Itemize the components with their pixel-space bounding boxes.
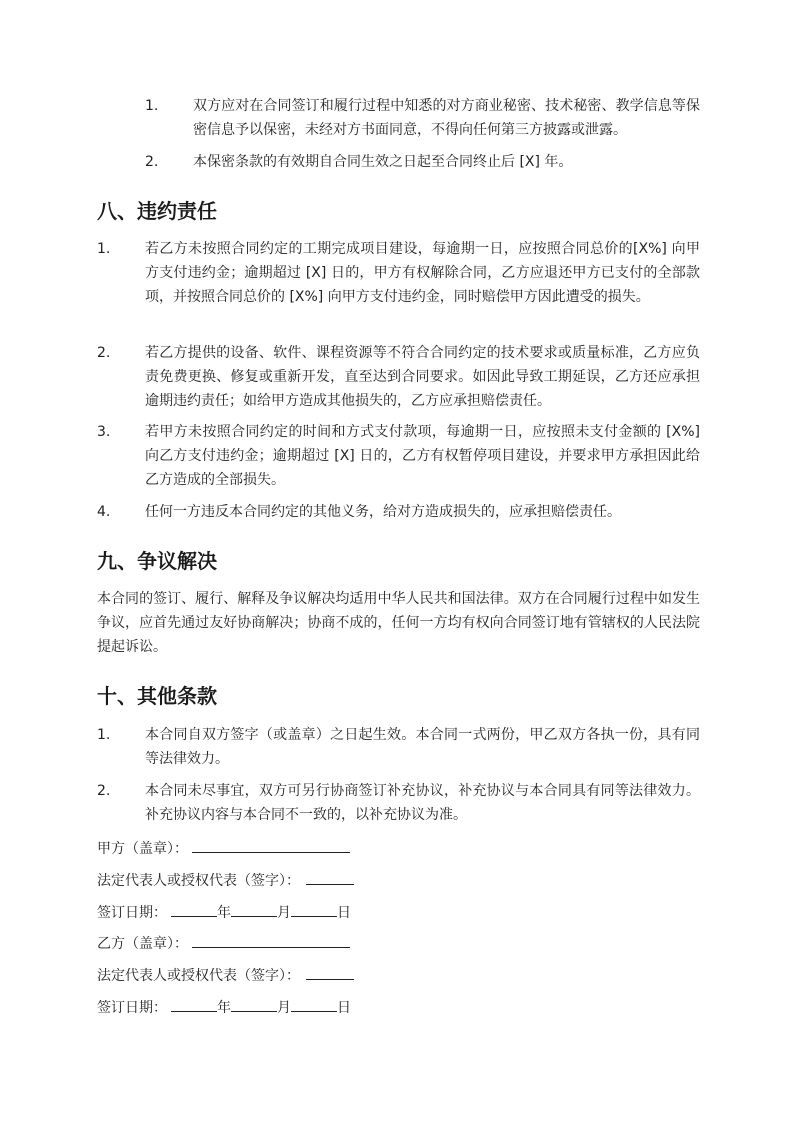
party-b-rep-blank[interactable] — [306, 965, 354, 980]
item-text: 本保密条款的有效期自合同生效之日起至合同终止后 [X] 年。 — [193, 154, 573, 170]
party-b-year-blank[interactable] — [171, 997, 217, 1012]
party-b-seal-blank[interactable] — [192, 933, 350, 948]
item-number: 2. — [97, 345, 111, 361]
party-b-rep-line — [97, 965, 354, 986]
party-a-rep-line — [97, 870, 354, 891]
party-a-year-blank[interactable] — [171, 902, 217, 917]
confidentiality-item-1 — [145, 94, 700, 142]
item-number: 4. — [97, 504, 111, 520]
party-a-date-label: 签订日期： — [97, 905, 167, 921]
party-b-month-blank[interactable] — [231, 997, 277, 1012]
item-text: 若甲方未按照合同约定的时间和方式支付款项，每逾期一日，应按照未支付金额的 [X%] 向乙方支付违约金；逾期超过 [X] 日的，乙方有权暂停项目建设，并要求甲方承担因此给乙方造成的全部损失。 — [145, 424, 700, 488]
party-b-month-label: 月 — [277, 1000, 291, 1016]
section-heading-breach: 八、违约责任 — [97, 199, 217, 223]
dispute-paragraph: 本合同的签订、履行、解释及争议解决均适用中华人民共和国法律。双方在合同履行过程中如发生争议，应首先通过友好协商解决；协商不成的，任何一方均有权向合同签订地有管辖权的人民法院提起诉讼。 — [97, 591, 700, 655]
party-b-rep-label: 法定代表人或授权代表（签字）： — [97, 968, 300, 984]
item-number: 1. — [145, 98, 159, 114]
breach-item-3 — [97, 420, 700, 492]
item-number: 1. — [97, 727, 111, 743]
other-item-1 — [97, 723, 700, 771]
item-number: 2. — [97, 783, 111, 799]
other-item-2 — [97, 779, 700, 827]
item-number: 1. — [97, 241, 111, 257]
party-b-seal-line — [97, 933, 350, 954]
breach-item-4 — [97, 500, 700, 524]
party-a-month-label: 月 — [277, 905, 291, 921]
party-a-month-blank[interactable] — [231, 902, 277, 917]
item-text: 本合同未尽事宜，双方可另行协商签订补充协议，补充协议与本合同具有同等法律效力。补充协议内容与本合同不一致的，以补充协议为准。 — [145, 783, 700, 823]
party-b-day-label: 日 — [337, 1000, 351, 1016]
party-a-year-label: 年 — [217, 905, 231, 921]
item-text: 本合同自双方签字（或盖章）之日起生效。本合同一式两份，甲乙双方各执一份，具有同等法律效力。 — [145, 727, 700, 767]
party-a-rep-label: 法定代表人或授权代表（签字）： — [97, 873, 300, 889]
party-b-seal-label: 乙方（盖章）： — [97, 936, 188, 952]
party-b-day-blank[interactable] — [291, 997, 337, 1012]
party-a-seal-blank[interactable] — [192, 838, 350, 853]
item-number: 2. — [145, 154, 159, 170]
item-text: 双方应对在合同签订和履行过程中知悉的对方商业秘密、技术秘密、教学信息等保密信息予以保密，未经对方书面同意，不得向任何第三方披露或泄露。 — [193, 98, 700, 138]
item-text: 若乙方提供的设备、软件、课程资源等不符合合同约定的技术要求或质量标准，乙方应负责免费更换、修复或重新开发，直至达到合同要求。如因此导致工期延误，乙方还应承担逾期违约责任；如给甲方造成其他损失的，乙方应承担赔偿责任。 — [145, 345, 700, 409]
item-text: 任何一方违反本合同约定的其他义务，给对方造成损失的，应承担赔偿责任。 — [145, 504, 621, 520]
confidentiality-item-2 — [145, 150, 700, 174]
breach-item-1 — [97, 237, 700, 309]
party-b-date-label: 签订日期： — [97, 1000, 167, 1016]
party-a-day-blank[interactable] — [291, 902, 337, 917]
party-a-date-line — [97, 902, 351, 923]
item-text: 若乙方未按照合同约定的工期完成项目建设，每逾期一日，应按照合同总价的[X%] 向甲方支付违约金；逾期超过 [X] 日的，甲方有权解除合同，乙方应退还甲方已支付的全部款项，并按照合同总价的 [X%] 向甲方支付违约金，同时赔偿甲方因此遭受的损失。 — [145, 241, 700, 305]
party-b-date-line — [97, 997, 351, 1018]
section-heading-dispute: 九、争议解决 — [97, 549, 217, 573]
section-heading-other: 十、其他条款 — [97, 684, 217, 708]
breach-item-2 — [97, 341, 700, 413]
party-a-seal-line — [97, 838, 350, 859]
party-b-year-label: 年 — [217, 1000, 231, 1016]
party-a-seal-label: 甲方（盖章）： — [97, 841, 188, 857]
party-a-rep-blank[interactable] — [306, 870, 354, 885]
party-a-day-label: 日 — [337, 905, 351, 921]
item-number: 3. — [97, 424, 111, 440]
